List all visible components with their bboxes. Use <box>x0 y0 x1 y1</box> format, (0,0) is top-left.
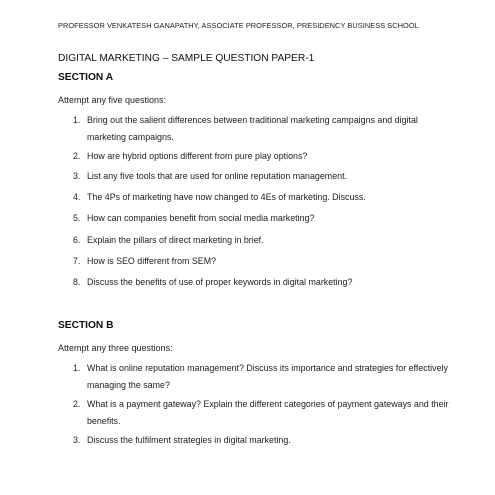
section-a-question-3 <box>73 168 453 185</box>
question-number: 4. <box>73 192 81 202</box>
question-text: What is a payment gateway? Explain the different categories of payment gateways and their benefits. <box>87 399 449 426</box>
question-text: The 4Ps of marketing have now changed to 4Es of marketing. Discuss. <box>87 192 366 202</box>
section-a-title: SECTION A <box>58 72 114 83</box>
question-number: 5. <box>73 213 81 223</box>
section-b-question-3 <box>73 432 453 449</box>
section-a-question-8 <box>73 274 453 291</box>
section-a-question-4 <box>73 189 453 206</box>
section-b-question-2 <box>73 396 453 430</box>
question-number: 2. <box>73 399 81 409</box>
section-a-question-5 <box>73 210 453 227</box>
section-b-title: SECTION B <box>58 320 114 331</box>
question-text: How are hybrid options different from pure play options? <box>87 151 308 161</box>
section-b-instruction: Attempt any three questions: <box>58 343 173 353</box>
question-text: Bring out the salient differences between traditional marketing campaigns and digital marketing campaigns. <box>87 115 418 142</box>
question-text: What is online reputation management? Discuss its importance and strategies for effectively managing the same? <box>87 363 448 390</box>
section-a-question-2 <box>73 148 453 165</box>
question-text: How is SEO different from SEM? <box>87 256 217 266</box>
section-a-instruction: Attempt any five questions: <box>58 95 167 105</box>
page-header: PROFESSOR VENKATESH GANAPATHY, ASSOCIATE PROFESSOR, PRESIDENCY BUSINESS SCHOOL <box>58 21 419 30</box>
question-number: 3. <box>73 171 81 181</box>
question-number: 7. <box>73 256 81 266</box>
section-b-question-1 <box>73 360 453 394</box>
question-number: 3. <box>73 435 81 445</box>
question-number: 1. <box>73 115 81 125</box>
question-number: 8. <box>73 277 81 287</box>
question-number: 6. <box>73 235 81 245</box>
section-a-question-7 <box>73 253 453 270</box>
section-a-question-1 <box>73 112 453 146</box>
question-text: Explain the pillars of direct marketing in brief. <box>87 235 264 245</box>
section-a-question-6 <box>73 232 453 249</box>
question-text: Discuss the benefits of use of proper keywords in digital marketing? <box>87 277 353 287</box>
question-text: Discuss the fulfilment strategies in digital marketing. <box>87 435 291 445</box>
question-number: 2. <box>73 151 81 161</box>
question-text: List any five tools that are used for online reputation management. <box>87 171 347 181</box>
question-number: 1. <box>73 363 81 373</box>
paper-title: DIGITAL MARKETING – SAMPLE QUESTION PAPER-1 <box>58 53 315 64</box>
question-text: How can companies benefit from social media marketing? <box>87 213 315 223</box>
